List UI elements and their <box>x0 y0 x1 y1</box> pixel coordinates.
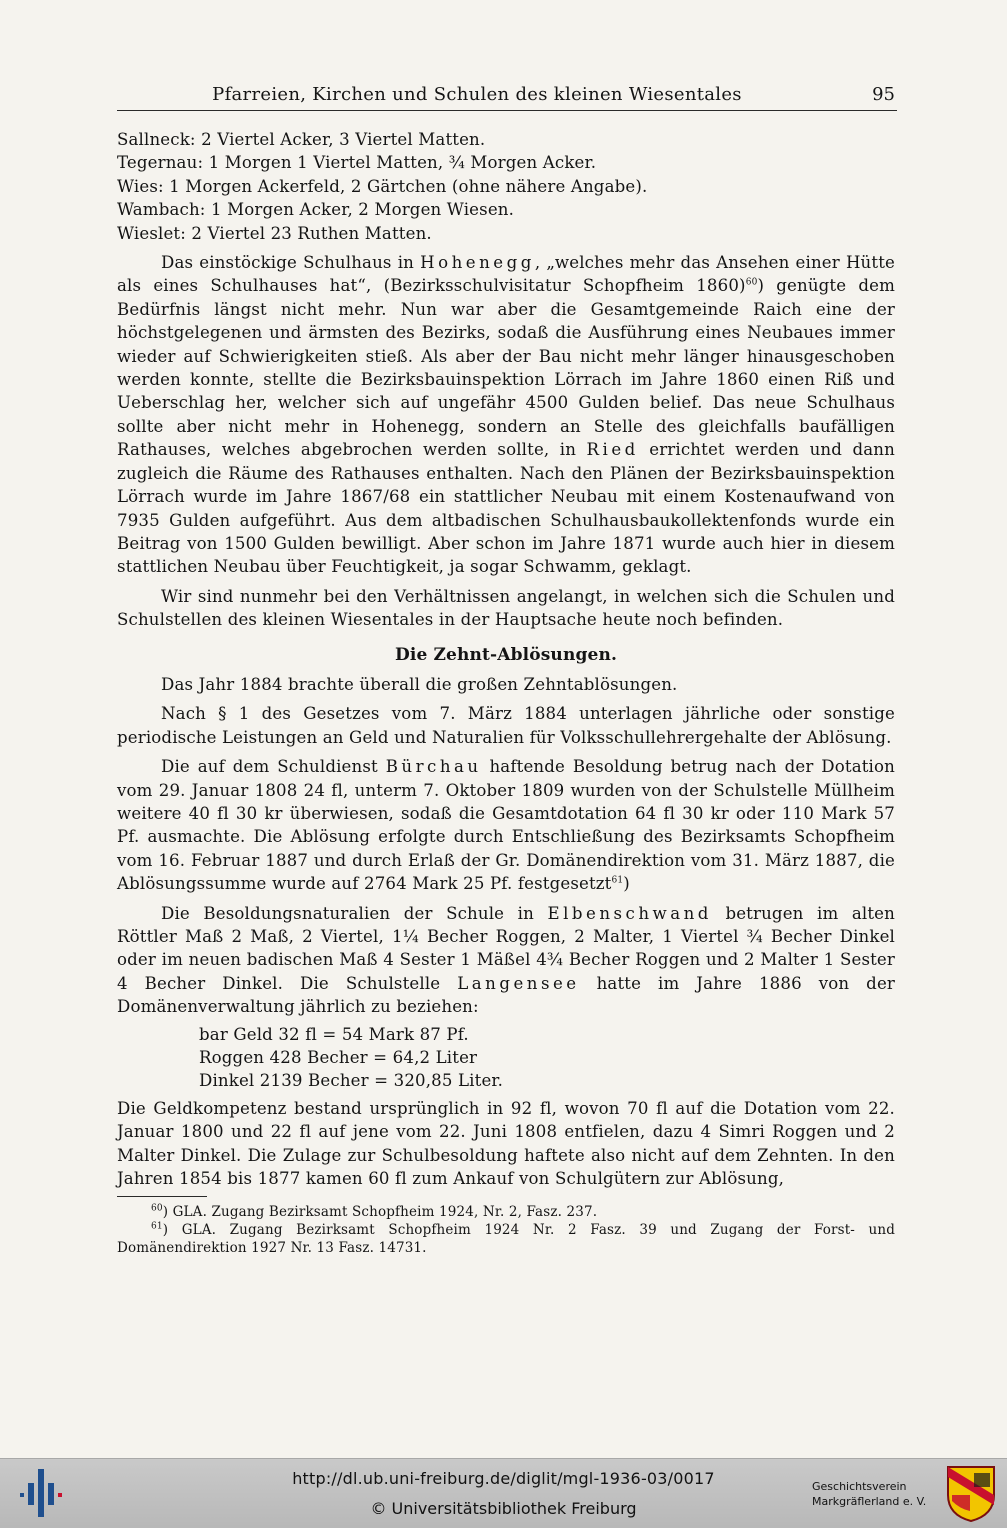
paragraph-schoolhouse: Das einstöckige Schulhaus in Hohenegg, „welches mehr das Ansehen einer Hütte als eines Schulhauses hat“, (Bezirksschulvisitatur Schopfheim 1860)$^{60}$) genügte dem Bedürfnis längst nicht mehr. Nun war aber die Gesamtgemeinde Raich eine der höchstgelegenen und ärmsten des Bezirks, sodaß die Ausführung eines Neubaues immer wieder auf Schwierigkeiten stieß. Als aber der Bau nicht mehr länger hinausgeschoben werden konnte, stellte die Bezirksbauinspektion Lörrach im Jahre 1860 einen Riß und Ueberschlag her, welcher sich auf ungefähr 4500 Gulden belief. Das neue Schulhaus sollte aber nicht mehr in Hohenegg, sondern an Stelle des gleichfalls baufälligen Rathauses, welches abgebrochen werden sollte, in Ried errichtet werden und dann zugleich die Räume des Rathauses enthalten. Nach den Plänen der Bezirksbauinspektion Lörrach wurde im Jahre 1867/68 ein stattlicher Neubau mit einem Kostenaufwand von 7935 Gulden aufgeführt. Aus dem altbadischen Schulhausbaukollektenfonds wurde ein Beitrag von 1500 Gulden bewilligt. Aber schon im Jahre 1871 wurde auch hier in diesem stattlichen Neubau über Feuchtigkeit, ja sogar Schwamm, geklagt. <box>117 253 896 577</box>
place-line: Wambach: 1 Morgen Acker, 2 Morgen Wiesen. <box>117 200 515 220</box>
permalink-url[interactable]: http://dl.ub.uni-freiburg.de/diglit/mgl-1936-03/0017 <box>292 1469 715 1488</box>
spaced-place-name: Elbenschwand <box>547 903 712 923</box>
paragraph-year-1884: Das Jahr 1884 brachte überall die großen Zehntablösungen. <box>161 674 678 694</box>
place-line: Wies: 1 Morgen Ackerfeld, 2 Gärtchen (ohne nähere Angabe). <box>117 176 648 196</box>
spaced-place-name: Langensee <box>457 973 580 993</box>
association-name: Geschichtsverein Markgräflerland e. V. <box>812 1480 927 1508</box>
paragraph-law: Nach § 1 des Gesetzes vom 7. März 1884 unterlagen jährliche oder sonstige periodische Leistungen an Geld und Naturalien für Volksschullehrergehalte der Ablösung. <box>117 704 895 747</box>
place-line: Wieslet: 2 Viertel 23 Ruthen Matten. <box>117 223 432 243</box>
value-line: bar Geld 32 fl = 54 Mark 87 Pf. <box>199 1024 469 1044</box>
paragraph-present-state: Wir sind nunmehr bei den Verhältnissen angelangt, in welchen sich die Schulen und Schulstellen des kleinen Wiesentales in der Hauptsache heute noch befinden. <box>117 586 895 630</box>
value-line: Roggen 428 Becher = 64,2 Liter <box>199 1048 478 1068</box>
value-list <box>199 1023 895 1093</box>
section-heading: Die Zehnt-Ablösungen. <box>394 644 618 665</box>
footer-bar <box>0 1458 1007 1528</box>
spaced-place-name: Bürchau <box>385 757 482 777</box>
page-number: 95 <box>872 84 895 105</box>
place-line: Sallneck: 2 Viertel Acker, 3 Viertel Matten. <box>117 130 486 149</box>
running-title: Pfarreien, Kirchen und Schulen des kleinen Wiesentales <box>212 84 742 105</box>
paragraph-buerchau: Die auf dem Schuldienst Bürchau haftende Besoldung betrug nach der Dotation vom 29. Januar 1808 24 fl, unterm 7. Oktober 1809 wurden von der Schulstelle Müllheim weitere 40 fl 30 kr überwiesen, sodaß die Gesamtdotation 64 fl 30 kr oder 110 Mark 57 Pf. ausmachte. Die Ablösung erfolgte durch Entschließung des Bezirksamts Schopfheim vom 16. Februar 1887 und durch Erlaß der Gr. Domänendirektion vom 31. März 1887, die Ablösungssumme wurde auf 2764 Mark 25 Pf. festgesetzt$^{61}$) <box>117 757 895 894</box>
running-header <box>117 80 897 111</box>
paragraph-elbenschwand: Die Besoldungsnaturalien der Schule in Elbenschwand betrugen im alten Röttler Maß 2 Maß, 2 Viertel, 1¼ Becher Roggen, 2 Malter, 1 Viertel ¾ Becher Dinkel oder im neuen badischen Maß 4 Sester 1 Mäßel 4¾ Becher Roggen und 2 Malter 1 Sester 4 Becher Dinkel. Die Schulstelle Langensee hatte im Jahre 1886 von der Domänenverwaltung jährlich zu beziehen: <box>117 903 896 1017</box>
spaced-place-name: Hohenegg <box>420 253 535 273</box>
footnote-ref: 60 <box>745 277 758 288</box>
footnote-rule <box>117 1196 207 1197</box>
value-line: Dinkel 2139 Becher = 320,85 Liter. <box>199 1071 504 1091</box>
paragraph-geldkompetenz: Die Geldkompetenz bestand ursprünglich in 92 fl, wovon 70 fl auf die Dotation vom 22. Januar 1800 und 22 fl auf jene vom 22. Juni 1808 entfielen, dazu 4 Simri Roggen und 2 Malter Dinkel. Die Zulage zur Schulbesoldung haftete also nicht auf dem Zehnten. In den Jahren 1854 bis 1877 kamen 60 fl zum Ankauf von Schulgütern zur Ablösung, <box>117 1098 895 1189</box>
footnote: $^{60}$) GLA. Zugang Bezirksamt Schopfheim 1924, Nr. 2, Fasz. 237. <box>151 1203 598 1221</box>
footnote: $^{61}$) GLA. Zugang Bezirksamt Schopfheim 1924 Nr. 2 Fasz. 39 und Zugang der Forst- und Domänendirektion 1927 Nr. 13 Fasz. 14731. <box>117 1221 895 1257</box>
place-line: Tegernau: 1 Morgen 1 Viertel Matten, ¾ Morgen Acker. <box>117 153 597 173</box>
coat-of-arms-icon[interactable] <box>946 1465 996 1523</box>
copyright-notice: © Universitätsbibliothek Freiburg <box>370 1499 637 1518</box>
body-text <box>117 128 895 1257</box>
spaced-place-name: Ried <box>586 440 639 460</box>
footnote-ref: 61 <box>611 875 624 886</box>
